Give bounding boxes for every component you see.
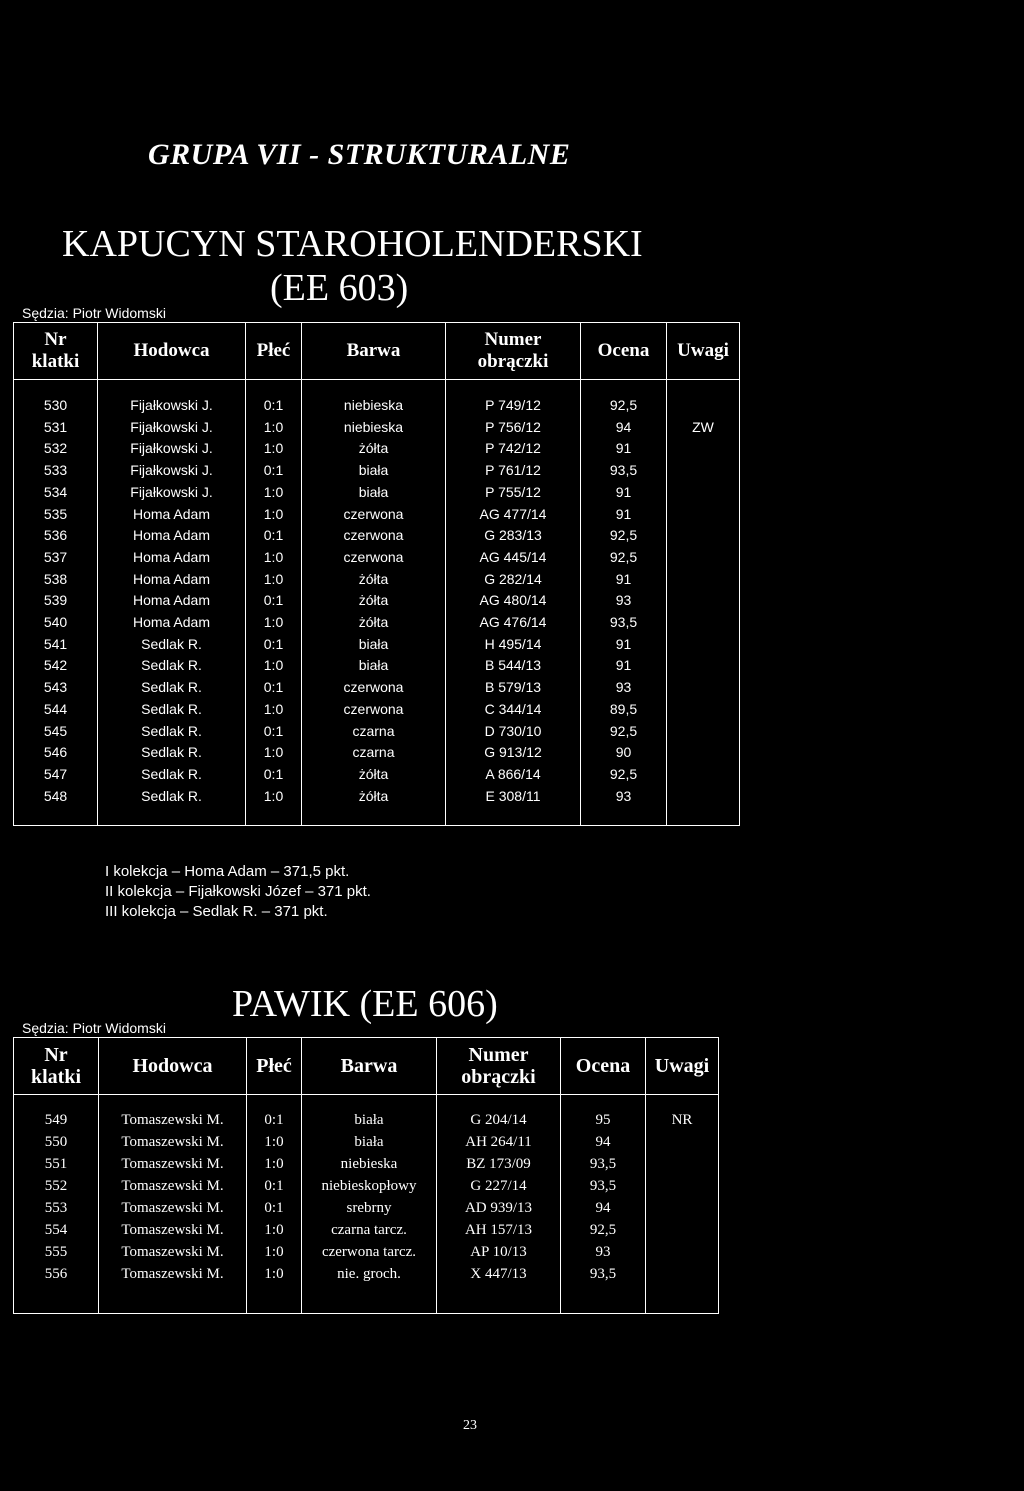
cell-score: 91	[581, 504, 667, 526]
table-row	[14, 1153, 719, 1175]
cell-color: nie. groch.	[302, 1263, 437, 1285]
table-row	[14, 569, 740, 591]
cell-breeder: Homa Adam	[98, 504, 246, 526]
cell-breeder: Homa Adam	[98, 525, 246, 547]
table-row	[14, 634, 740, 656]
cell-ring-number: P 756/12	[446, 417, 581, 439]
cell-cage-number: 543	[14, 677, 98, 699]
cell-breeder: Sedlak R.	[98, 634, 246, 656]
spacer-cell	[646, 1095, 719, 1110]
cell-breeder: Homa Adam	[98, 612, 246, 634]
cell-sex: 0:1	[246, 525, 302, 547]
table-row	[14, 525, 740, 547]
cell-color: żółta	[302, 764, 446, 786]
cell-color: żółta	[302, 590, 446, 612]
table-row	[14, 417, 740, 439]
cell-cage-number: 537	[14, 547, 98, 569]
cell-cage-number: 555	[14, 1241, 99, 1263]
cell-sex: 0:1	[246, 634, 302, 656]
cell-score: 91	[581, 482, 667, 504]
cell-color: żółta	[302, 786, 446, 808]
table-row	[14, 721, 740, 743]
cell-breeder: Tomaszewski M.	[99, 1153, 247, 1175]
cell-remarks	[646, 1263, 719, 1285]
cell-color: żółta	[302, 569, 446, 591]
cell-breeder: Tomaszewski M.	[99, 1219, 247, 1241]
table-row	[14, 764, 740, 786]
cell-sex: 0:1	[247, 1175, 302, 1197]
cell-ring-number: AD 939/13	[437, 1197, 561, 1219]
cell-sex: 0:1	[247, 1109, 302, 1131]
cell-remarks	[667, 721, 740, 743]
cell-score: 93	[581, 590, 667, 612]
table-row	[14, 1219, 719, 1241]
cell-score: 93	[581, 786, 667, 808]
cell-remarks	[667, 460, 740, 482]
header-breeder: Hodowca	[99, 1038, 247, 1095]
cell-color: niebieskopłowy	[302, 1175, 437, 1197]
cell-score: 91	[581, 438, 667, 460]
cell-ring-number: P 742/12	[446, 438, 581, 460]
cell-color: biała	[302, 1109, 437, 1131]
cell-breeder: Sedlak R.	[98, 764, 246, 786]
spacer-cell	[14, 1285, 99, 1314]
cell-remarks	[667, 634, 740, 656]
cell-cage-number: 554	[14, 1219, 99, 1241]
cell-cage-number: 551	[14, 1153, 99, 1175]
cell-remarks	[646, 1131, 719, 1153]
cell-remarks	[667, 438, 740, 460]
cell-color: żółta	[302, 438, 446, 460]
cell-score: 92,5	[581, 525, 667, 547]
spacer-cell	[646, 1285, 719, 1314]
spacer-cell	[446, 807, 581, 826]
table-row	[14, 460, 740, 482]
cell-cage-number: 538	[14, 569, 98, 591]
cell-sex: 1:0	[246, 655, 302, 677]
header-sex: Płeć	[246, 323, 302, 380]
spacer-cell	[98, 807, 246, 826]
cell-ring-number: AG 445/14	[446, 547, 581, 569]
cell-remarks	[667, 482, 740, 504]
cell-score: 92,5	[581, 547, 667, 569]
cell-breeder: Homa Adam	[98, 547, 246, 569]
cell-sex: 1:0	[246, 786, 302, 808]
table-row	[14, 1241, 719, 1263]
spacer-cell	[14, 807, 98, 826]
collection-line: II kolekcja – Fijałkowski Józef – 371 pkt.	[105, 883, 371, 900]
cell-color: niebieska	[302, 417, 446, 439]
cell-ring-number: D 730/10	[446, 721, 581, 743]
cell-cage-number: 546	[14, 742, 98, 764]
cell-remarks	[667, 699, 740, 721]
cell-score: 92,5	[561, 1219, 646, 1241]
cell-sex: 0:1	[246, 677, 302, 699]
header-remarks: Uwagi	[667, 323, 740, 380]
cell-cage-number: 541	[14, 634, 98, 656]
cell-sex: 1:0	[247, 1219, 302, 1241]
cell-color: czerwona	[302, 504, 446, 526]
cell-color: czarna tarcz.	[302, 1219, 437, 1241]
cell-score: 91	[581, 655, 667, 677]
cell-score: 90	[581, 742, 667, 764]
header-cage-number	[14, 323, 98, 380]
cell-color: biała	[302, 655, 446, 677]
breed-title-pawik: PAWIK (EE 606)	[232, 983, 498, 1025]
spacer-cell	[99, 1285, 247, 1314]
spacer-cell	[247, 1285, 302, 1314]
cell-cage-number: 547	[14, 764, 98, 786]
table-row	[14, 742, 740, 764]
cell-remarks	[646, 1175, 719, 1197]
cell-remarks	[667, 547, 740, 569]
cell-remarks	[667, 569, 740, 591]
cell-cage-number: 553	[14, 1197, 99, 1219]
cell-cage-number: 536	[14, 525, 98, 547]
header-score: Ocena	[561, 1038, 646, 1095]
header-line: obrączki	[477, 351, 549, 372]
cell-score: 94	[561, 1131, 646, 1153]
table-row	[14, 1263, 719, 1285]
cell-remarks	[667, 764, 740, 786]
spacer-cell	[302, 1285, 437, 1314]
cell-cage-number: 556	[14, 1263, 99, 1285]
cell-breeder: Fijałkowski J.	[98, 460, 246, 482]
cell-breeder: Tomaszewski M.	[99, 1175, 247, 1197]
table-row	[14, 677, 740, 699]
table-row	[14, 590, 740, 612]
header-line: klatki	[31, 351, 80, 372]
cell-sex: 1:0	[246, 547, 302, 569]
cell-color: biała	[302, 482, 446, 504]
cell-ring-number: G 282/14	[446, 569, 581, 591]
cell-remarks	[667, 655, 740, 677]
cell-remarks: ZW	[667, 417, 740, 439]
kapucyn-results-table	[13, 322, 740, 826]
collection-line: III kolekcja – Sedlak R. – 371 pkt.	[105, 903, 328, 920]
header-cage-number	[14, 1038, 99, 1095]
cell-cage-number: 544	[14, 699, 98, 721]
cell-color: czerwona tarcz.	[302, 1241, 437, 1263]
spacer-cell	[14, 1095, 99, 1110]
cell-score: 94	[581, 417, 667, 439]
cell-score: 93,5	[561, 1153, 646, 1175]
cell-breeder: Fijałkowski J.	[98, 417, 246, 439]
cell-cage-number: 533	[14, 460, 98, 482]
cell-score: 95	[561, 1109, 646, 1131]
cell-sex: 1:0	[246, 699, 302, 721]
table-row	[14, 395, 740, 417]
cell-sex: 0:1	[246, 395, 302, 417]
cell-score: 93,5	[561, 1263, 646, 1285]
cell-ring-number: G 204/14	[437, 1109, 561, 1131]
table-row	[14, 547, 740, 569]
cell-remarks	[646, 1219, 719, 1241]
cell-ring-number: P 755/12	[446, 482, 581, 504]
header-color: Barwa	[302, 323, 446, 380]
cell-color: biała	[302, 634, 446, 656]
cell-sex: 1:0	[247, 1263, 302, 1285]
cell-color: czerwona	[302, 699, 446, 721]
spacer-cell	[246, 380, 302, 396]
cell-sex: 0:1	[246, 721, 302, 743]
judge-pawik: Sędzia: Piotr Widomski	[22, 1020, 166, 1036]
cell-cage-number: 548	[14, 786, 98, 808]
cell-ring-number: AP 10/13	[437, 1241, 561, 1263]
cell-breeder: Tomaszewski M.	[99, 1197, 247, 1219]
cell-score: 93,5	[561, 1175, 646, 1197]
spacer-cell	[437, 1095, 561, 1110]
cell-cage-number: 552	[14, 1175, 99, 1197]
cell-breeder: Sedlak R.	[98, 721, 246, 743]
table-row	[14, 699, 740, 721]
cell-remarks	[667, 786, 740, 808]
cell-remarks	[667, 742, 740, 764]
header-line: Nr	[44, 1044, 68, 1066]
spacer-cell	[98, 380, 246, 396]
cell-ring-number: BZ 173/09	[437, 1153, 561, 1175]
header-breeder: Hodowca	[98, 323, 246, 380]
cell-sex: 1:0	[246, 742, 302, 764]
cell-remarks	[667, 590, 740, 612]
group-title: GRUPA VII - STRUKTURALNE	[148, 138, 571, 171]
breed-code-kapucyn: (EE 603)	[270, 267, 409, 309]
table-spacer-row	[14, 807, 740, 826]
table-row	[14, 438, 740, 460]
spacer-cell	[581, 807, 667, 826]
cell-ring-number: A 866/14	[446, 764, 581, 786]
cell-breeder: Tomaszewski M.	[99, 1131, 247, 1153]
cell-score: 91	[581, 569, 667, 591]
table-row	[14, 612, 740, 634]
cell-remarks	[646, 1153, 719, 1175]
cell-color: czarna	[302, 742, 446, 764]
header-score: Ocena	[581, 323, 667, 380]
cell-sex: 1:0	[247, 1131, 302, 1153]
table-row	[14, 1175, 719, 1197]
cell-sex: 1:0	[246, 504, 302, 526]
cell-ring-number: H 495/14	[446, 634, 581, 656]
header-line: Numer	[468, 1044, 529, 1066]
cell-remarks	[667, 612, 740, 634]
cell-sex: 0:1	[246, 460, 302, 482]
cell-score: 93,5	[581, 612, 667, 634]
header-line: klatki	[30, 1066, 82, 1088]
collection-line: I kolekcja – Homa Adam – 371,5 pkt.	[105, 863, 350, 880]
cell-remarks	[646, 1241, 719, 1263]
spacer-cell	[247, 1095, 302, 1110]
header-line: Numer	[484, 329, 542, 350]
collections-summary	[105, 862, 371, 922]
cell-cage-number: 540	[14, 612, 98, 634]
cell-ring-number: G 227/14	[437, 1175, 561, 1197]
cell-sex: 0:1	[247, 1197, 302, 1219]
page-number: 23	[463, 1418, 477, 1433]
cell-remarks	[667, 395, 740, 417]
cell-sex: 1:0	[247, 1241, 302, 1263]
cell-score: 93	[581, 677, 667, 699]
cell-ring-number: E 308/11	[446, 786, 581, 808]
cell-sex: 0:1	[246, 764, 302, 786]
header-line: Nr	[44, 329, 67, 350]
cell-sex: 1:0	[246, 417, 302, 439]
cell-color: niebieska	[302, 1153, 437, 1175]
cell-color: biała	[302, 460, 446, 482]
judge-kapucyn: Sędzia: Piotr Widomski	[22, 305, 166, 321]
cell-cage-number: 532	[14, 438, 98, 460]
cell-breeder: Homa Adam	[98, 590, 246, 612]
cell-ring-number: G 913/12	[446, 742, 581, 764]
cell-score: 93,5	[581, 460, 667, 482]
cell-ring-number: AH 264/11	[437, 1131, 561, 1153]
cell-breeder: Sedlak R.	[98, 655, 246, 677]
cell-remarks	[667, 504, 740, 526]
cell-breeder: Fijałkowski J.	[98, 438, 246, 460]
cell-score: 92,5	[581, 721, 667, 743]
cell-breeder: Tomaszewski M.	[99, 1263, 247, 1285]
cell-ring-number: B 544/13	[446, 655, 581, 677]
spacer-cell	[302, 380, 446, 396]
cell-color: czerwona	[302, 525, 446, 547]
cell-score: 92,5	[581, 395, 667, 417]
table-row	[14, 655, 740, 677]
table-row	[14, 786, 740, 808]
cell-remarks	[667, 677, 740, 699]
cell-breeder: Sedlak R.	[98, 699, 246, 721]
spacer-cell	[246, 807, 302, 826]
table-header-row	[14, 323, 740, 380]
cell-cage-number: 539	[14, 590, 98, 612]
table-row	[14, 1109, 719, 1131]
table-header-row	[14, 1038, 719, 1095]
breed-title-kapucyn: KAPUCYN STAROHOLENDERSKI	[62, 223, 643, 265]
cell-ring-number: C 344/14	[446, 699, 581, 721]
cell-sex: 1:0	[246, 482, 302, 504]
cell-cage-number: 549	[14, 1109, 99, 1131]
cell-score: 94	[561, 1197, 646, 1219]
cell-ring-number: P 749/12	[446, 395, 581, 417]
cell-color: biała	[302, 1131, 437, 1153]
cell-sex: 0:1	[246, 590, 302, 612]
cell-color: żółta	[302, 612, 446, 634]
table-spacer-row	[14, 1095, 719, 1110]
cell-score: 89,5	[581, 699, 667, 721]
cell-sex: 1:0	[246, 612, 302, 634]
table-row	[14, 504, 740, 526]
cell-breeder: Fijałkowski J.	[98, 395, 246, 417]
header-sex: Płeć	[247, 1038, 302, 1095]
cell-cage-number: 530	[14, 395, 98, 417]
cell-breeder: Sedlak R.	[98, 677, 246, 699]
cell-breeder: Sedlak R.	[98, 786, 246, 808]
cell-color: srebrny	[302, 1197, 437, 1219]
spacer-cell	[561, 1285, 646, 1314]
cell-ring-number: B 579/13	[446, 677, 581, 699]
table-row	[14, 1131, 719, 1153]
cell-color: czerwona	[302, 677, 446, 699]
cell-score: 93	[561, 1241, 646, 1263]
cell-breeder: Sedlak R.	[98, 742, 246, 764]
cell-ring-number: AG 476/14	[446, 612, 581, 634]
table-spacer-row	[14, 1285, 719, 1314]
cell-ring-number: P 761/12	[446, 460, 581, 482]
spacer-cell	[581, 380, 667, 396]
spacer-cell	[437, 1285, 561, 1314]
cell-remarks	[667, 525, 740, 547]
cell-ring-number: AG 477/14	[446, 504, 581, 526]
spacer-cell	[561, 1095, 646, 1110]
cell-ring-number: AH 157/13	[437, 1219, 561, 1241]
header-ring-number	[437, 1038, 561, 1095]
cell-sex: 1:0	[246, 569, 302, 591]
cell-breeder: Tomaszewski M.	[99, 1109, 247, 1131]
cell-sex: 1:0	[247, 1153, 302, 1175]
cell-ring-number: AG 480/14	[446, 590, 581, 612]
cell-remarks	[646, 1197, 719, 1219]
spacer-cell	[667, 380, 740, 396]
cell-cage-number: 542	[14, 655, 98, 677]
cell-cage-number: 531	[14, 417, 98, 439]
spacer-cell	[667, 807, 740, 826]
spacer-cell	[302, 1095, 437, 1110]
cell-breeder: Fijałkowski J.	[98, 482, 246, 504]
cell-ring-number: X 447/13	[437, 1263, 561, 1285]
cell-sex: 1:0	[246, 438, 302, 460]
table-spacer-row	[14, 380, 740, 396]
cell-cage-number: 545	[14, 721, 98, 743]
cell-score: 92,5	[581, 764, 667, 786]
header-ring-number	[446, 323, 581, 380]
cell-breeder: Homa Adam	[98, 569, 246, 591]
header-color: Barwa	[302, 1038, 437, 1095]
cell-color: czerwona	[302, 547, 446, 569]
header-line: obrączki	[461, 1066, 536, 1088]
table-row	[14, 482, 740, 504]
cell-cage-number: 550	[14, 1131, 99, 1153]
pawik-results-table	[13, 1037, 719, 1314]
cell-cage-number: 535	[14, 504, 98, 526]
spacer-cell	[446, 380, 581, 396]
spacer-cell	[302, 807, 446, 826]
cell-breeder: Tomaszewski M.	[99, 1241, 247, 1263]
cell-score: 91	[581, 634, 667, 656]
cell-cage-number: 534	[14, 482, 98, 504]
cell-color: czarna	[302, 721, 446, 743]
cell-ring-number: G 283/13	[446, 525, 581, 547]
cell-color: niebieska	[302, 395, 446, 417]
cell-remarks: NR	[646, 1109, 719, 1131]
table-row	[14, 1197, 719, 1219]
header-remarks: Uwagi	[646, 1038, 719, 1095]
spacer-cell	[14, 380, 98, 396]
spacer-cell	[99, 1095, 247, 1110]
